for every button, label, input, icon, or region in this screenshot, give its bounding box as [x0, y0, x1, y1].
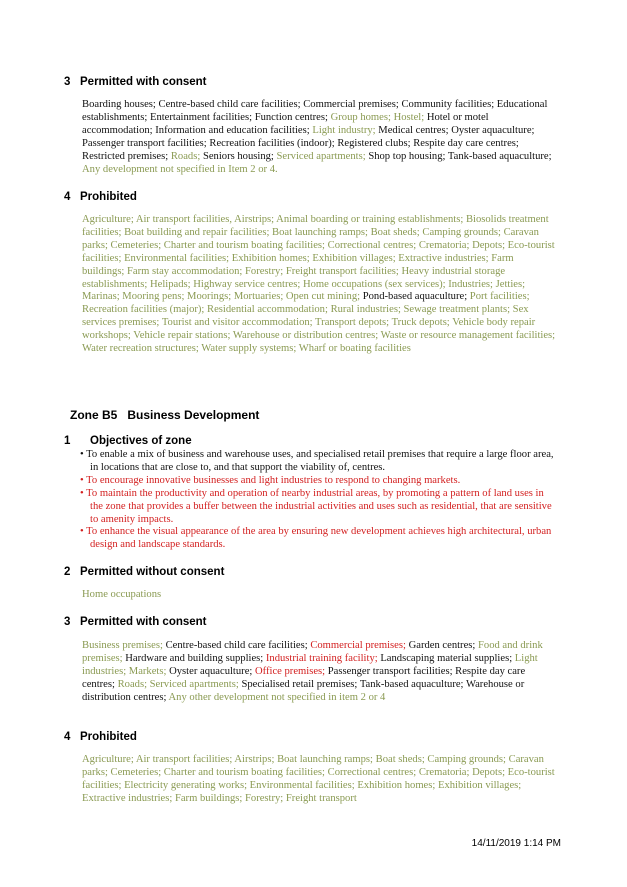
section-number: 3: [64, 76, 71, 88]
section-title: Permitted with consent: [80, 76, 207, 88]
list-segment: Agriculture; Air transport facilities; Airstrips; Boat launching ramps; Boat sheds; Camping grounds; Caravan parks; Cemeteries; Charter and tourism boating facilities; Correctional centres; Crematoria; Depots; Eco-tourist facilities; Electricity generating works; Environmental facilities; Exhibition homes; Exhibition villages; Extractive industries; Farm buildings; Forestry; Freight transport: [82, 754, 555, 804]
list-segment: Landscaping material supplies;: [377, 652, 515, 664]
list-segment: Food and drink premises;: [82, 640, 543, 664]
list-segment: Centre-based child care facilities;: [162, 640, 311, 651]
list-segment: Business premises;: [82, 640, 163, 651]
list-segment: Port facilities; Recreation facilities (major); Residential accommodation; Rural industries; Sewage treatment plants; Sex services premises; Tourist and visitor accommodation; Transport depots; Truck depots; Vehicle body repair workshops; Vehicle repair stations; Warehouse or distribution centres; Waste or resource management facilities; Water recreation structures; Water supply systems; Wharf or boating facilities: [82, 291, 556, 355]
list-segment: Agriculture; Air transport facilities, Airstrips; Animal boarding or training establishments; Biosolids treatment facilities; Boat building and repair facilities; Boat launching ramps; Boat sheds; Camping grounds; Caravan parks; Cemeteries; Charter and tourism boating facilities; Correctional centres; Crematoria; Depots; Eco-tourist facilities; Environmental facilities; Exhibition homes; Exhibition villages; Extractive industries; Farm buildings; Farm stay accommodation; Forestry; Freight transport facilities; Heavy industrial storage establishments; Helipads; Highway service centres; Home occupations (sex services); Industries; Jetties; Marinas; Mooring pens; Moorings; Mortuaries; Open cut mining;: [82, 214, 555, 303]
section-heading-prohibited-b5: [64, 731, 137, 743]
section-number: 4: [64, 191, 71, 203]
list-segment: Any other development not specified in item 2 or 4: [168, 691, 386, 703]
section-number: 4: [64, 731, 71, 743]
list-segment: Home occupations: [82, 589, 162, 600]
zone-name: Business Development: [127, 408, 260, 422]
list-segment: Light industries; Markets;: [82, 652, 538, 677]
section-heading-prohibited: [64, 191, 137, 203]
objective-item: • To maintain the productivity and operation of nearby industrial areas, by promoting a pattern of land uses in the zone that provides a buffer between the industrial activities and uses such as residential, that are sensitive to amenity impacts.: [80, 488, 556, 527]
section-title: Permitted with consent: [80, 616, 207, 628]
list-segment: Medical centres; Oyster aquaculture; Passenger transport facilities; Recreation facilities (indoor); Registered clubs; Respite day care centres; Restricted premises;: [82, 124, 535, 162]
section-title: Permitted without consent: [80, 566, 225, 578]
list-segment: Office premises;: [255, 665, 326, 677]
section-heading-objectives: [64, 435, 192, 447]
list-segment: Roads;: [170, 150, 201, 162]
objectives-list: [80, 449, 556, 552]
prohibited-list: [82, 214, 556, 356]
section-heading-permitted-with-consent: [64, 76, 207, 88]
b5-permitted-with-consent-list: [82, 640, 556, 705]
list-segment: Passenger transport facilities; Respite day care centres;: [82, 665, 526, 690]
list-segment: Hardware and building supplies;: [122, 652, 266, 664]
list-segment: Shop top housing; Tank-based aquaculture;: [365, 150, 552, 162]
section-number: 2: [64, 566, 71, 578]
section-heading-permitted-without-consent: [64, 566, 224, 578]
section-title: Prohibited: [80, 191, 137, 203]
section-number: 1: [64, 435, 71, 447]
list-segment: Roads; Serviced apartments;: [117, 678, 239, 690]
objective-item: • To enhance the visual appearance of the area by ensuring new development achieves high architectural, urban design and landscape standards.: [80, 526, 556, 552]
print-timestamp: 14/11/2019 1:14 PM: [471, 838, 561, 849]
list-segment: Hotel or motel accommodation; Information and education facilities;: [82, 111, 489, 136]
permitted-without-consent-list: [82, 589, 556, 602]
objective-item: • To encourage innovative businesses and light industries to respond to changing markets.: [80, 475, 556, 488]
section-title: Objectives of zone: [90, 435, 192, 447]
section-number: 3: [64, 616, 71, 628]
permitted-with-consent-list: [82, 99, 556, 176]
list-segment: Boarding houses; Centre-based child care facilities; Commercial premises; Community facilities; Educational establishments; Entertainment facilities; Function centres;: [82, 99, 548, 123]
section-title: Prohibited: [80, 731, 137, 743]
list-segment: Pond-based aquaculture;: [362, 291, 468, 303]
list-segment: Light industry;: [312, 124, 376, 136]
list-segment: Seniors housing;: [200, 150, 277, 162]
list-segment: Any development not specified in Item 2 or 4.: [82, 163, 278, 175]
list-segment: Specialised retail premises; Tank-based aquaculture; Warehouse or distribution centres;: [82, 678, 525, 703]
section-heading-permitted-with-consent-b5: [64, 616, 207, 628]
b5-prohibited-list: [82, 754, 556, 806]
zone-code: Zone B5: [70, 408, 118, 422]
list-segment: Serviced apartments;: [276, 150, 366, 162]
list-segment: Commercial premises;: [310, 640, 406, 651]
objective-item: • To enable a mix of business and warehouse uses, and specialised retail premises that require a large floor area, in locations that are close to, and that support the viability of, centres.: [80, 449, 556, 475]
list-segment: Industrial training facility;: [265, 652, 378, 664]
list-segment: Group homes; Hostel;: [330, 111, 425, 123]
zone-heading: [70, 408, 259, 422]
list-segment: Garden centres;: [405, 640, 478, 651]
list-segment: Oyster aquaculture;: [166, 665, 255, 677]
